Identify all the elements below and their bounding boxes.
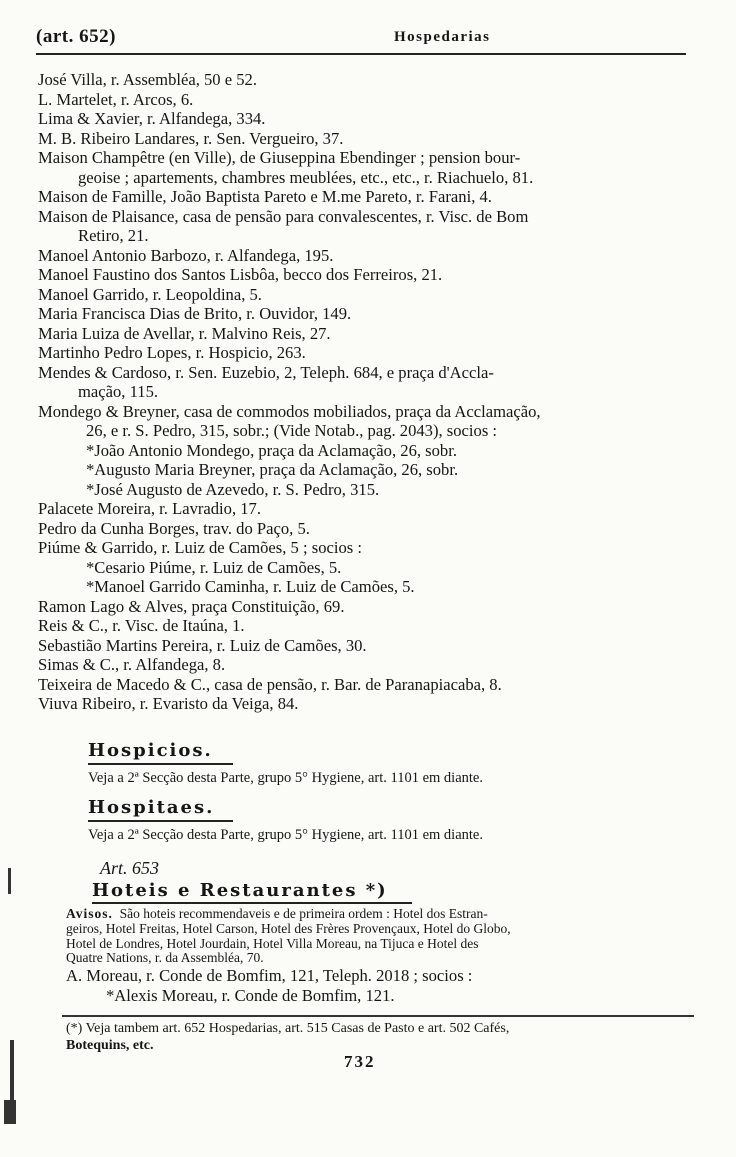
hospitaes-heading: Hospitaes. bbox=[88, 797, 215, 818]
entry-line: Piúme & Garrido, r. Luiz de Camões, 5 ; socios : bbox=[38, 538, 362, 557]
entry-line: Martinho Pedro Lopes, r. Hospicio, 263. bbox=[38, 343, 306, 362]
entry-line: Maison Champêtre (en Ville), de Giuseppina Ebendinger ; pension bour- bbox=[38, 148, 521, 167]
footnote-line: (*) Veja tambem art. 652 Hospedarias, art. 515 Casas de Pasto e art. 502 Cafés, bbox=[66, 1021, 510, 1036]
hotel-entry-list bbox=[66, 966, 696, 1006]
entry-line: Manoel Garrido, r. Leopoldina, 5. bbox=[38, 284, 262, 304]
entry-line: *José Augusto de Azevedo, r. S. Pedro, 315. bbox=[86, 479, 380, 499]
entry-line: Maison de Plaisance, casa de pensão para convalescentes, r. Visc. de Bom bbox=[38, 206, 529, 226]
hospicios-rule bbox=[88, 763, 233, 765]
hospicios-heading: Hospicios. bbox=[88, 740, 213, 761]
entry-line: *João Antonio Mondego, praça da Aclamação, 26, sobr. bbox=[86, 440, 457, 460]
scan-speck bbox=[8, 868, 11, 894]
avisos-label: Avisos. bbox=[66, 906, 113, 921]
avisos-line bbox=[66, 907, 694, 922]
avisos-line: Quatre Nations, r. da Assembléa, 70. bbox=[66, 950, 264, 966]
article-653-label: Art. 653 bbox=[100, 858, 160, 878]
footnote bbox=[66, 1020, 696, 1054]
entry-line: Maison de Famille, João Baptista Pareto e M.me Pareto, r. Farani, 4. bbox=[38, 187, 492, 206]
avisos-text: São hoteis recommendaveis e de primeira ordem : Hotel dos Estran- bbox=[119, 906, 488, 921]
entry-line: Teixeira de Macedo & C., casa de pensão, r. Bar. de Paranapiacaba, 8. bbox=[38, 674, 502, 694]
entry-line: Lima & Xavier, r. Alfandega, 334. bbox=[38, 109, 266, 128]
scan-speck bbox=[4, 1100, 16, 1124]
avisos-line: Hotel de Londres, Hotel Jourdain, Hotel Villa Moreau, na Tijuca e Hotel des bbox=[66, 935, 479, 951]
entry-line: Viuva Ribeiro, r. Evaristo da Veiga, 84. bbox=[38, 694, 299, 713]
page-number: 732 bbox=[344, 1052, 376, 1071]
header-rule bbox=[36, 53, 686, 55]
avisos-paragraph bbox=[66, 907, 694, 966]
entry-line: Pedro da Cunha Borges, trav. do Paço, 5. bbox=[38, 518, 310, 538]
entry-line: geoise ; apartements, chambres meublées, etc., etc., r. Riachuelo, 81. bbox=[78, 167, 534, 187]
entry-list bbox=[38, 70, 704, 714]
entry-line: M. B. Ribeiro Landares, r. Sen. Vergueiro, 37. bbox=[38, 128, 344, 148]
entry-line: L. Martelet, r. Arcos, 6. bbox=[38, 89, 194, 109]
hospitaes-rule bbox=[88, 820, 233, 822]
entry-line: Reis & C., r. Visc. de Itaúna, 1. bbox=[38, 616, 245, 635]
page-header bbox=[36, 26, 696, 54]
entry-line: *Manoel Garrido Caminha, r. Luiz de Camões, 5. bbox=[86, 577, 415, 596]
hospicios-section bbox=[88, 740, 708, 787]
footnote-rule bbox=[62, 1015, 694, 1017]
entry-line: Manoel Antonio Barbozo, r. Alfandega, 195. bbox=[38, 245, 334, 265]
entry-line: Mendes & Cardoso, r. Sen. Euzebio, 2, Teleph. 684, e praça d'Accla- bbox=[38, 362, 494, 382]
footnote-line: Botequins, etc. bbox=[66, 1038, 154, 1053]
entry-line: *Cesario Piúme, r. Luiz de Camões, 5. bbox=[86, 557, 342, 577]
entry-line: Maria Luiza de Avellar, r. Malvino Reis, 27. bbox=[38, 323, 331, 343]
entry-line: Simas & C., r. Alfandega, 8. bbox=[38, 655, 226, 674]
entry-line: Sebastião Martins Pereira, r. Luiz de Camões, 30. bbox=[38, 635, 367, 655]
hotels-rule bbox=[92, 902, 412, 904]
hospitaes-section bbox=[88, 797, 708, 844]
entry-line: 26, e r. S. Pedro, 315, sobr.; (Vide Notab., pag. 2043), socios : bbox=[86, 421, 498, 440]
header-article-number: (art. 652) bbox=[36, 26, 116, 47]
entry-line: Retiro, 21. bbox=[78, 226, 149, 245]
avisos-line: geiros, Hotel Freitas, Hotel Carson, Hotel des Frères Provençaux, Hotel do Globo, bbox=[66, 920, 511, 936]
entry-line: Manoel Faustino dos Santos Lisbôa, becco dos Ferreiros, 21. bbox=[38, 265, 443, 284]
hotels-section bbox=[92, 880, 692, 904]
hotels-heading: Hoteis e Restaurantes *) bbox=[92, 880, 388, 901]
entry-line: Mondego & Breyner, casa de commodos mobiliados, praça da Acclamação, bbox=[38, 401, 541, 421]
entry-line: mação, 115. bbox=[78, 382, 159, 401]
entry-line: Ramon Lago & Alves, praça Constituição, 69. bbox=[38, 596, 345, 616]
entry-line: *Augusto Maria Breyner, praça da Aclamação, 26, sobr. bbox=[86, 460, 459, 479]
entry-line: José Villa, r. Assembléa, 50 e 52. bbox=[38, 70, 257, 89]
header-title: Hospedarias bbox=[394, 29, 491, 45]
hospicios-text: Veja a 2ª Secção desta Parte, grupo 5° Hygiene, art. 1101 em diante. bbox=[88, 770, 483, 786]
entry-line: A. Moreau, r. Conde de Bomfim, 121, Teleph. 2018 ; socios : bbox=[66, 966, 473, 985]
hospitaes-text: Veja a 2ª Secção desta Parte, grupo 5° Hygiene, art. 1101 em diante. bbox=[88, 827, 483, 843]
entry-line: Maria Francisca Dias de Brito, r. Ouvidor, 149. bbox=[38, 304, 352, 323]
entry-line: Palacete Moreira, r. Lavradio, 17. bbox=[38, 499, 262, 518]
entry-line: *Alexis Moreau, r. Conde de Bomfim, 121. bbox=[106, 986, 395, 1005]
